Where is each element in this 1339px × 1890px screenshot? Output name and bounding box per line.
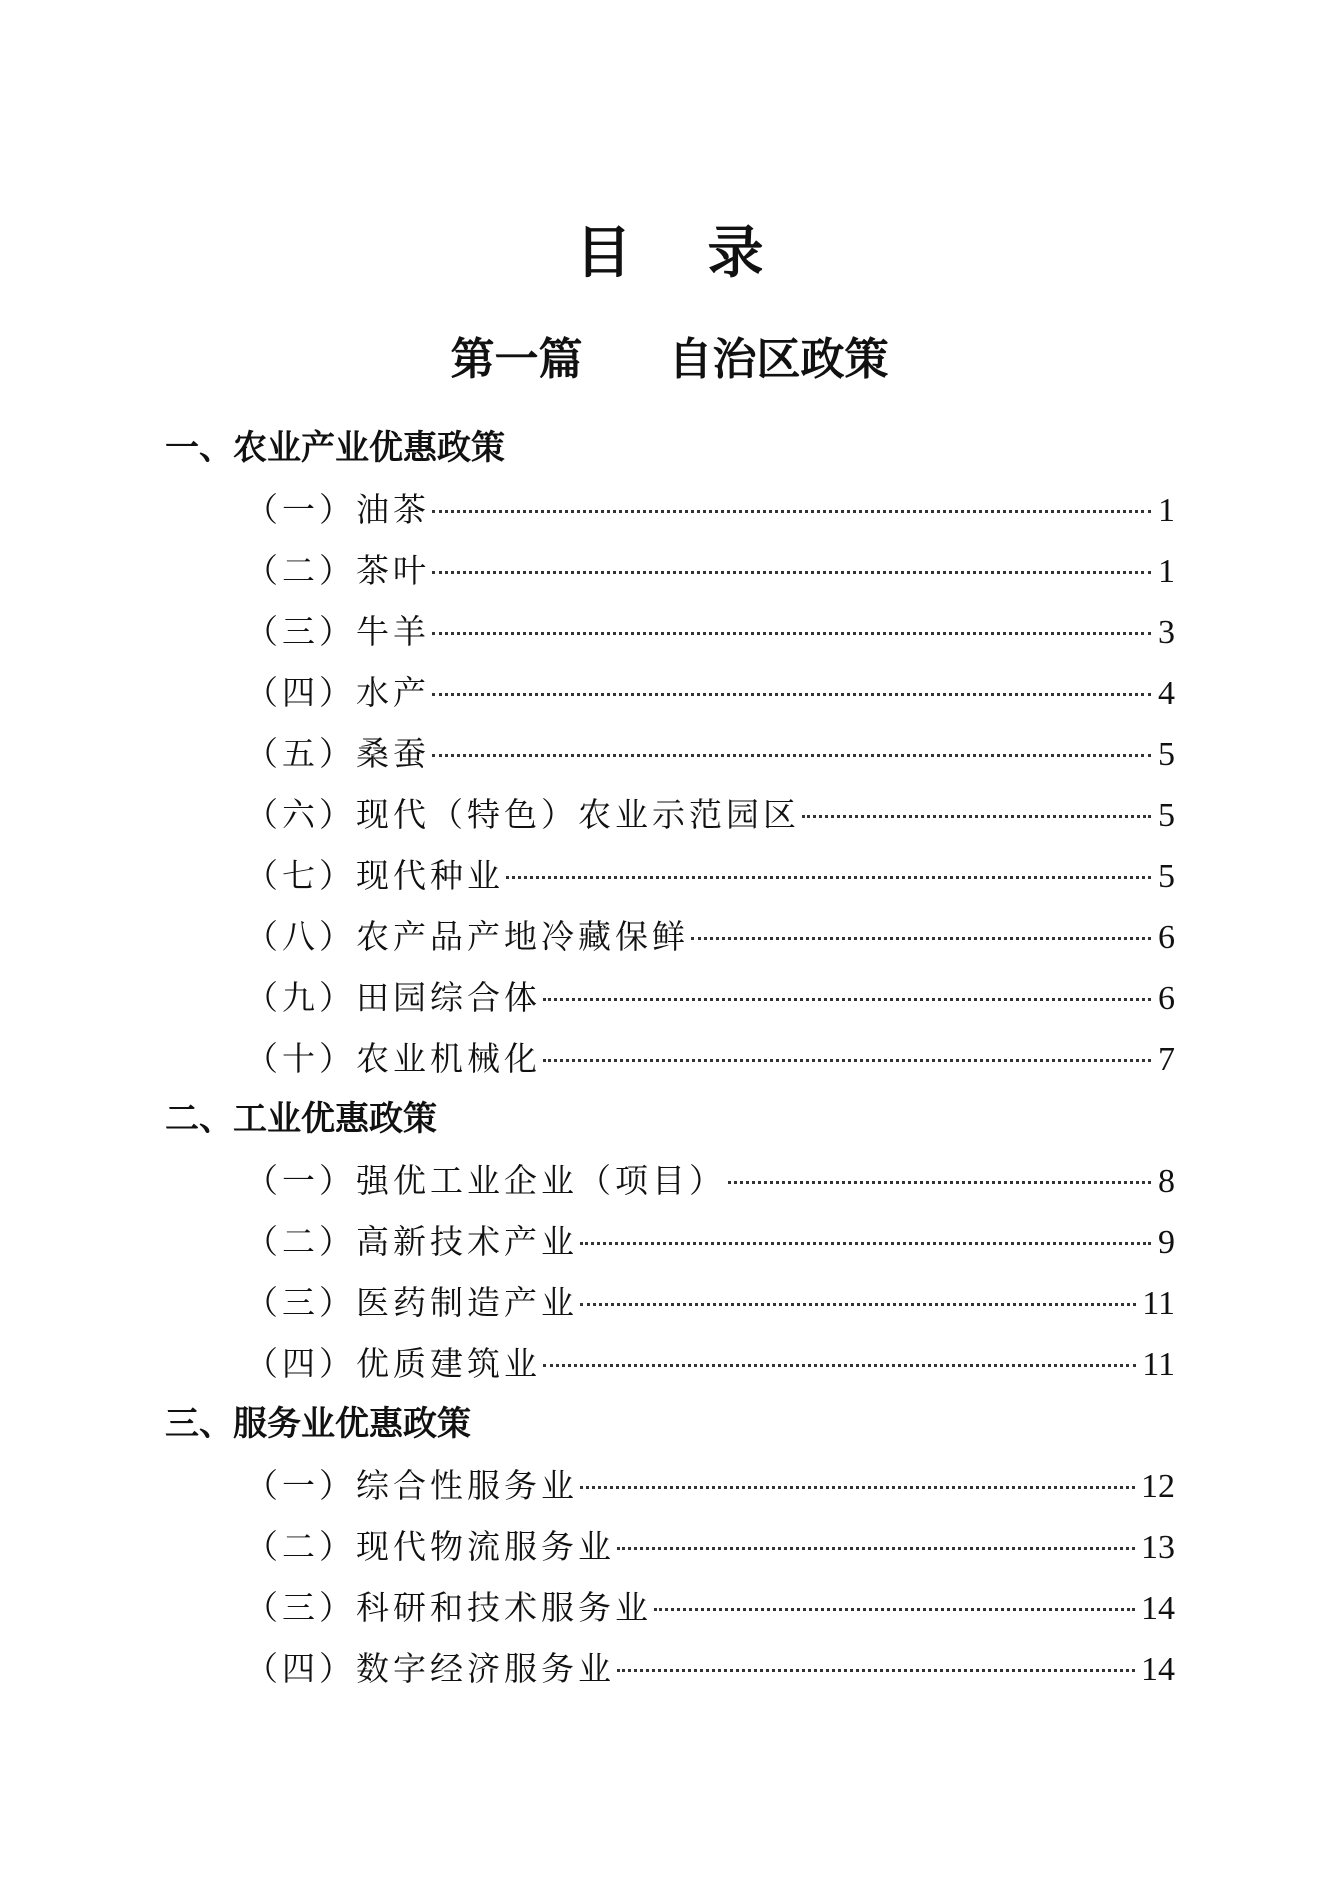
toc-entry[interactable] [165, 1211, 1175, 1272]
toc-entry[interactable] [165, 1028, 1175, 1089]
toc-entry[interactable] [165, 479, 1175, 540]
toc-entry-label: （二）高新技术产业 [245, 1222, 578, 1261]
dot-leader [543, 1059, 1151, 1062]
dot-leader [432, 693, 1151, 696]
dot-leader [802, 815, 1151, 818]
toc-entry-page: 11 [1142, 1285, 1175, 1322]
part-number: 第一篇 [450, 334, 583, 385]
toc-entry-label: （一）油茶 [245, 490, 430, 529]
toc-entry[interactable] [165, 1333, 1175, 1394]
toc-entry[interactable] [165, 845, 1175, 906]
toc-entry[interactable] [165, 1516, 1175, 1577]
toc-entry[interactable] [165, 967, 1175, 1028]
dot-leader [617, 1547, 1135, 1550]
toc-entry-label: （八）农产品产地冷藏保鲜 [245, 917, 689, 956]
dot-leader [432, 510, 1151, 513]
toc-entry-label: （三）科研和技术服务业 [245, 1588, 652, 1627]
part-title [0, 330, 1339, 390]
toc-title-char-2: 录 [707, 220, 764, 286]
toc-title [0, 218, 1339, 288]
toc-entry-label: （二）茶叶 [245, 551, 430, 590]
dot-leader [580, 1486, 1135, 1489]
toc-entry-label: （十）农业机械化 [245, 1039, 541, 1078]
dot-leader [580, 1242, 1151, 1245]
section-heading-agriculture[interactable]: 一、农业产业优惠政策 [165, 428, 505, 468]
toc-entry-page: 11 [1142, 1346, 1175, 1383]
dot-leader [432, 571, 1151, 574]
toc-entry-label: （二）现代物流服务业 [245, 1527, 615, 1566]
dot-leader [728, 1181, 1151, 1184]
dot-leader [432, 632, 1151, 635]
toc-entry-label: （一）综合性服务业 [245, 1466, 578, 1505]
toc-entry[interactable] [165, 662, 1175, 723]
toc-entry-page: 9 [1158, 1224, 1175, 1261]
toc-entry[interactable] [165, 1455, 1175, 1516]
part-name: 自治区政策 [668, 334, 889, 385]
toc-title-char-1: 目 [575, 220, 632, 286]
dot-leader [543, 1364, 1136, 1367]
toc-entry-page: 1 [1158, 492, 1175, 529]
toc-entry[interactable] [165, 1150, 1175, 1211]
dot-leader [432, 754, 1151, 757]
toc-entry-page: 12 [1141, 1468, 1175, 1505]
toc-entry-page: 5 [1158, 858, 1175, 895]
toc-entry[interactable] [165, 906, 1175, 967]
toc-entry-label: （三）牛羊 [245, 612, 430, 651]
toc-entry[interactable] [165, 1272, 1175, 1333]
dot-leader [506, 876, 1151, 879]
toc-entry-label: （四）水产 [245, 673, 430, 712]
dot-leader [580, 1303, 1136, 1306]
toc-entry-page: 14 [1141, 1651, 1175, 1688]
toc-entry-page: 3 [1158, 614, 1175, 651]
dot-leader [654, 1608, 1135, 1611]
toc-entry[interactable] [165, 1577, 1175, 1638]
toc-entry-page: 1 [1158, 553, 1175, 590]
toc-entry-label: （四）优质建筑业 [245, 1344, 541, 1383]
toc-entry-page: 4 [1158, 675, 1175, 712]
toc-entry-page: 5 [1158, 736, 1175, 773]
toc-entry[interactable] [165, 784, 1175, 845]
toc-entry-page: 7 [1158, 1041, 1175, 1078]
toc-entry-label: （四）数字经济服务业 [245, 1649, 615, 1688]
section-heading-services[interactable]: 三、服务业优惠政策 [165, 1404, 471, 1444]
toc-entry-page: 13 [1141, 1529, 1175, 1566]
dot-leader [543, 998, 1151, 1001]
toc-entry-page: 14 [1141, 1590, 1175, 1627]
toc-entry-label: （三）医药制造产业 [245, 1283, 578, 1322]
toc-entry[interactable] [165, 540, 1175, 601]
toc-entry-page: 6 [1158, 980, 1175, 1017]
toc-entry[interactable] [165, 1638, 1175, 1699]
dot-leader [617, 1669, 1135, 1672]
toc-entry[interactable] [165, 723, 1175, 784]
toc-entry-page: 6 [1158, 919, 1175, 956]
toc-entry-label: （六）现代（特色）农业示范园区 [245, 795, 800, 834]
toc-entry-page: 5 [1158, 797, 1175, 834]
table-of-contents [165, 418, 1175, 1699]
toc-entry-label: （九）田园综合体 [245, 978, 541, 1017]
toc-entry-label: （五）桑蚕 [245, 734, 430, 773]
dot-leader [691, 937, 1151, 940]
toc-entry-label: （七）现代种业 [245, 856, 504, 895]
toc-entry-page: 8 [1158, 1163, 1175, 1200]
toc-entry[interactable] [165, 601, 1175, 662]
section-heading-industry[interactable]: 二、工业优惠政策 [165, 1099, 437, 1139]
toc-entry-label: （一）强优工业企业（项目） [245, 1161, 726, 1200]
